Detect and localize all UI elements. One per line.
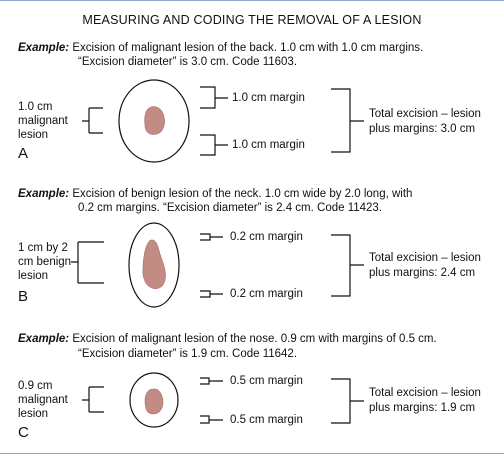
example-label: Example: — [18, 42, 70, 54]
panel-c-margin-top: 0.5 cm margin — [230, 375, 303, 387]
total-excision-bracket — [331, 89, 364, 152]
top-margin-bracket — [200, 378, 223, 384]
panel-a-margin-bottom: 1.0 cm margin — [232, 139, 305, 151]
top-margin-bracket — [200, 87, 228, 108]
panel-a-example-line-1 — [18, 41, 423, 55]
panel-b-lesion-label-3: lesion — [18, 270, 49, 282]
top-margin-bracket — [200, 234, 223, 240]
panel-c-total-line-1: Total excision – lesion — [369, 387, 481, 399]
panel-b-lesion-label-2: cm benign — [18, 256, 72, 268]
panel-c-lesion-label-3: lesion — [18, 408, 49, 420]
lesion-shape — [145, 107, 165, 135]
panel-c-letter: C — [18, 424, 29, 441]
lesion-shape — [145, 389, 163, 414]
panel-a-margin-top: 1.0 cm margin — [232, 92, 305, 104]
lesion-label-bracket — [82, 387, 104, 412]
panel-a-total-line-2: plus margins: 3.0 cm — [369, 123, 476, 135]
example-text: Excision of malignant lesion of the nose. 0.9 cm with margins of 0.5 cm. — [72, 333, 437, 345]
panel-a-letter: A — [18, 145, 29, 162]
panel-a-total-line-1: Total excision – lesion — [369, 108, 481, 120]
panel-b-example-line-2: 0.2 cm margins. “Excision diameter” is 2.4 cm. Code 11423. — [78, 202, 383, 214]
bottom-margin-bracket — [200, 135, 228, 155]
panel-b-total-line-2: plus margins: 2.4 cm — [369, 267, 476, 279]
panel-b-graphics — [71, 223, 364, 307]
panel-a-example-line-2: “Excision diameter” is 3.0 cm. Code 11603. — [78, 56, 298, 68]
lesion-shape — [143, 240, 166, 289]
bottom-margin-bracket — [200, 416, 223, 423]
panel-c-margin-bottom: 0.5 cm margin — [230, 414, 303, 426]
panel-b-margin-top: 0.2 cm margin — [230, 231, 303, 243]
panel-c-lesion-label-2: malignant — [18, 394, 68, 406]
bottom-margin-bracket — [200, 291, 223, 297]
example-text: Excision of benign lesion of the neck. 1.0 cm wide by 2.0 long, with — [72, 188, 413, 200]
figure-title: MEASURING AND CODING THE REMOVAL OF A LESION — [82, 13, 422, 27]
panel-c-lesion-label-1: 0.9 cm — [18, 380, 53, 392]
example-label: Example: — [18, 333, 70, 345]
panel-b-total-line-1: Total excision – lesion — [369, 252, 481, 264]
panel-b-margin-bottom: 0.2 cm margin — [230, 288, 303, 300]
example-label: Example: — [18, 188, 70, 200]
lesion-label-bracket — [82, 108, 103, 133]
panel-c-total-line-2: plus margins: 1.9 cm — [369, 402, 476, 414]
panel-a-lesion-label-2: malignant — [18, 115, 68, 127]
panel-c-example-line-2: “Excision diameter” is 1.9 cm. Code 11642. — [78, 348, 298, 360]
panel-a-lesion-label-3: lesion — [18, 129, 49, 141]
total-excision-bracket — [331, 379, 364, 423]
total-excision-bracket — [331, 235, 364, 296]
panel-a-graphics — [82, 80, 364, 162]
panel-b-example-line-1 — [18, 187, 412, 201]
panel-b-letter: B — [18, 288, 29, 305]
panel-c-example-line-1 — [18, 332, 437, 346]
example-text: Excision of malignant lesion of the back. 1.0 cm with 1.0 cm margins. — [72, 42, 424, 54]
lesion-label-bracket — [71, 242, 104, 283]
panel-b-lesion-label-1: 1 cm by 2 — [18, 242, 68, 254]
panel-a-lesion-label-1: 1.0 cm — [18, 101, 53, 113]
panel-c-graphics — [82, 373, 364, 427]
